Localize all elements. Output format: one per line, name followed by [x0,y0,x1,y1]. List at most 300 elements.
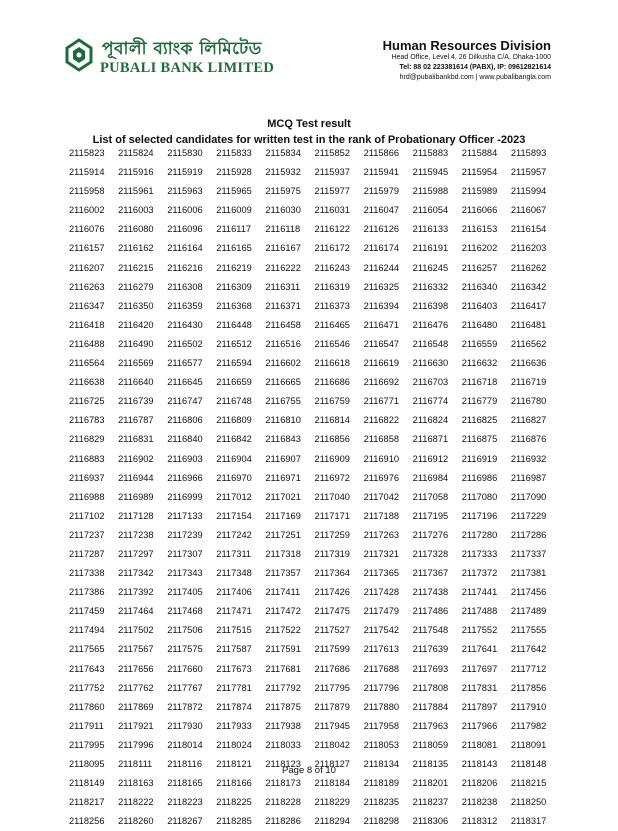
roll-number-cell: 2116692 [363,377,400,388]
roll-number-cell: 2116810 [265,415,301,426]
roll-number-cell: 2117880 [363,701,400,712]
roll-number-cell: 2118222 [118,797,154,808]
roll-number-cell: 2116448 [216,319,252,330]
roll-number-cell: 2116398 [412,300,449,311]
roll-number-cell: 2116342 [510,281,547,292]
roll-number-cell: 2118165 [167,778,203,789]
roll-number-cell: 2116559 [461,338,498,349]
roll-number-cell: 2117762 [118,682,154,693]
roll-number-cell: 2116937 [69,472,105,483]
roll-number-cell: 2117372 [461,568,498,579]
roll-number-cell: 2117128 [118,510,154,521]
document-titles [0,117,618,147]
roll-number-cell: 2116009 [216,205,252,216]
roll-number-cell: 2116971 [265,472,301,483]
table-row [69,297,560,316]
page-subtitle: List of selected candidates for written test in the rank of Probationary Officer -2023 [92,134,526,146]
roll-number-cell: 2118024 [216,739,252,750]
roll-number-cell: 2117656 [118,663,154,674]
roll-number-cell: 2117808 [412,682,449,693]
roll-number-cell: 2118312 [461,816,498,827]
roll-number-cell: 2116944 [118,472,154,483]
roll-number-cell: 2117752 [69,682,105,693]
roll-number-cell: 2116703 [412,377,449,388]
roll-number-cell: 2117386 [69,587,105,598]
roll-number-cell: 2118206 [461,778,498,789]
roll-number-cell: 2116216 [167,262,203,273]
office-phone: Tel: 88 02 223381614 (PABX), IP: 09612821614 [399,64,551,71]
roll-number-cell: 2116117 [216,224,252,235]
table-row [69,316,560,335]
roll-number-cell: 2116602 [265,358,301,369]
roll-number-cell: 2116825 [461,415,498,426]
roll-number-cell: 2118148 [510,759,547,769]
roll-number-cell: 2115834 [265,148,301,158]
roll-number-cell: 2116481 [510,319,547,330]
roll-number-cell: 2116809 [216,415,252,426]
roll-number-cell: 2116480 [461,319,498,330]
roll-number-cell: 2117319 [314,548,350,559]
roll-number-cell: 2117468 [167,606,203,617]
roll-number-cell: 2116202 [461,243,498,254]
roll-number-cell: 2117392 [118,587,154,598]
roll-number-cell: 2117169 [265,510,301,521]
roll-number-cell: 2117471 [216,606,252,617]
roll-number-cell: 2116430 [167,319,203,330]
roll-number-cell: 2116594 [216,358,252,369]
roll-number-cell: 2116919 [461,453,498,464]
roll-number-cell: 2117365 [363,568,400,579]
table-row [69,526,560,545]
roll-number-cell: 2116207 [69,262,105,273]
roll-number-cell: 2116488 [69,338,105,349]
roll-number-cell: 2118229 [314,797,350,808]
roll-number-cell: 2116309 [216,281,252,292]
roll-number-cell: 2116350 [118,300,154,311]
table-row [69,450,560,469]
roll-number-cell: 2117102 [69,510,105,521]
roll-number-cell: 2117565 [69,644,105,655]
roll-number-cell: 2117381 [510,568,547,579]
roll-number-cell: 2116903 [167,453,203,464]
roll-number-cell: 2118134 [363,759,400,769]
roll-number-cell: 2117982 [510,720,547,731]
roll-number-cell: 2118042 [314,739,350,750]
roll-number-cell: 2115823 [69,148,105,158]
roll-number-cell: 2116618 [314,358,350,369]
roll-number-cell: 2115883 [412,148,449,158]
roll-number-cell: 2117348 [216,568,252,579]
roll-number-cell: 2116003 [118,205,154,216]
roll-number-cell: 2116347 [69,300,105,311]
roll-number-cell: 2117879 [314,701,350,712]
roll-number-cell: 2117133 [167,510,203,521]
roll-number-cell: 2117357 [265,568,301,579]
roll-number-cell: 2115979 [363,186,400,197]
roll-number-cell: 2118095 [69,759,105,769]
roll-number-cell: 2117472 [265,606,301,617]
roll-number-cell: 2115928 [216,167,252,178]
roll-number-cell: 2117311 [216,548,252,559]
roll-number-cell: 2117697 [461,663,498,674]
roll-number-cell: 2118149 [69,778,105,789]
table-row [69,430,560,449]
table-row [69,278,560,297]
roll-number-cell: 2116458 [265,319,301,330]
roll-number-cell: 2115830 [167,148,203,158]
roll-number-cell: 2116858 [363,434,400,445]
roll-number-cell: 2117792 [265,682,301,693]
table-row [69,736,560,755]
roll-number-cell: 2117021 [265,491,301,502]
roll-number-cell: 2116118 [265,224,301,235]
roll-number-cell: 2117897 [461,701,498,712]
roll-number-cell: 2115937 [314,167,350,178]
roll-number-cell: 2117767 [167,682,203,693]
roll-number-cell: 2116325 [363,281,400,292]
roll-number-cell: 2116191 [412,243,449,254]
roll-number-cell: 2117548 [412,625,449,636]
roll-number-cell: 2115988 [412,186,449,197]
page-footer: Page 8 of 10 [282,765,336,776]
roll-number-cell: 2117591 [265,644,301,655]
roll-number-cell: 2117613 [363,644,400,655]
roll-number-cell: 2117527 [314,625,350,636]
roll-number-cell: 2116548 [412,338,449,349]
office-contact: hrd@pubalibankbd.com | www.pubalibangla.com [399,74,551,81]
roll-number-cell: 2118123 [265,759,301,769]
roll-number-cell: 2117966 [461,720,498,731]
roll-number-cell: 2117058 [412,491,449,502]
roll-number-cell: 2116640 [118,377,154,388]
table-row [69,335,560,354]
roll-number-cell: 2118033 [265,739,301,750]
roll-number-cell: 2118306 [412,816,449,827]
roll-number-cell: 2116932 [510,453,547,464]
roll-number-cell: 2118294 [314,816,350,827]
roll-number-cell: 2117686 [314,663,350,674]
roll-number-cell: 2117188 [363,510,400,521]
division-title: Human Resources Division [382,38,551,53]
table-row [69,545,560,564]
roll-number-cell: 2118163 [118,778,154,789]
roll-number-cell: 2116986 [461,472,498,483]
roll-number-cell: 2116787 [118,415,154,426]
roll-number-cell: 2117874 [216,701,252,712]
roll-number-cell: 2117575 [167,644,203,655]
roll-number-cell: 2116999 [167,491,203,502]
roll-number-cell: 2116771 [363,396,400,407]
roll-number-cell: 2115963 [167,186,203,197]
roll-number-cell: 2118184 [314,778,350,789]
roll-number-cell: 2116096 [167,224,203,235]
roll-number-cell: 2117515 [216,625,252,636]
roll-number-cell: 2116006 [167,205,203,216]
roll-number-cell: 2117286 [510,529,547,540]
roll-number-cell: 2117012 [216,491,252,502]
roll-number-cell: 2116822 [363,415,400,426]
roll-number-cell: 2116814 [314,415,350,426]
roll-number-cell: 2116371 [265,300,301,311]
roll-number-cell: 2116876 [510,434,547,445]
roll-number-cell: 2116547 [363,338,400,349]
roll-number-cell: 2117781 [216,682,252,693]
table-row [69,583,560,602]
roll-number-cell: 2118298 [363,816,400,827]
roll-number-cell: 2117996 [118,739,154,750]
roll-number-cell: 2117930 [167,720,203,731]
roll-number-cell: 2116403 [461,300,498,311]
roll-number-cell: 2115961 [118,186,154,197]
roll-number-cell: 2116686 [314,377,350,388]
roll-number-cell: 2116219 [216,262,252,273]
roll-number-cell: 2117426 [314,587,350,598]
bank-logo [64,36,275,80]
roll-number-cell: 2117259 [314,529,350,540]
roll-number-cell: 2116373 [314,300,350,311]
roll-number-cell: 2116031 [314,205,350,216]
roll-number-cell: 2115965 [216,186,252,197]
roll-number-cell: 2118053 [363,739,400,750]
roll-number-cell: 2117933 [216,720,252,731]
roll-number-cell: 2116244 [363,262,400,273]
roll-number-cell: 2115833 [216,148,252,158]
roll-number-cell: 2116910 [363,453,400,464]
roll-number-cell: 2117494 [69,625,105,636]
roll-number-cell: 2117872 [167,701,203,712]
roll-number-cell: 2117488 [461,606,498,617]
roll-number-cell: 2116502 [167,338,203,349]
roll-number-cell: 2118116 [167,759,203,769]
roll-number-cell: 2117337 [510,548,547,559]
roll-number-cell: 2117796 [363,682,400,693]
roll-number-cell: 2117459 [69,606,105,617]
roll-number-cell: 2118267 [167,816,203,827]
roll-number-cell: 2115994 [510,186,547,197]
roll-number-cell: 2116831 [118,434,154,445]
table-row [69,774,560,793]
roll-number-cell: 2116718 [461,377,498,388]
roll-number-cell: 2118059 [412,739,449,750]
roll-number-cell: 2118127 [314,759,350,769]
bank-emblem-icon [64,38,94,72]
roll-number-cell: 2117643 [69,663,105,674]
table-row [69,812,560,831]
roll-number-cell: 2117338 [69,568,105,579]
roll-number-cell: 2116067 [510,205,547,216]
table-row [69,507,560,526]
roll-number-cell: 2116465 [314,319,350,330]
roll-number-cell: 2116311 [265,281,301,292]
roll-number-cell: 2117910 [510,701,547,712]
roll-number-cell: 2118189 [363,778,400,789]
roll-number-cell: 2117963 [412,720,449,731]
roll-number-cell: 2116824 [412,415,449,426]
page-title: MCQ Test result [267,118,351,130]
roll-number-cell: 2116319 [314,281,350,292]
roll-number-cell: 2116076 [69,224,105,235]
roll-number-cell: 2117367 [412,568,449,579]
roll-number-cell: 2116774 [412,396,449,407]
roll-number-cell: 2115914 [69,167,105,178]
roll-number-cell: 2117860 [69,701,105,712]
roll-number-cell: 2117599 [314,644,350,655]
roll-number-cell: 2117995 [69,739,105,750]
roll-number-cell: 2117428 [363,587,400,598]
roll-number-cell: 2117307 [167,548,203,559]
roll-number-cell: 2116332 [412,281,449,292]
roll-number-cell: 2117364 [314,568,350,579]
roll-number-cell: 2115945 [412,167,449,178]
roll-number-cell: 2117090 [510,491,547,502]
roll-number-cell: 2116747 [167,396,203,407]
roll-number-cell: 2116883 [69,453,105,464]
roll-number-cell: 2117333 [461,548,498,559]
roll-number-cell: 2116843 [265,434,301,445]
roll-number-cell: 2117869 [118,701,154,712]
table-row [69,698,560,717]
roll-number-cell: 2117639 [412,644,449,655]
roll-number-cell: 2116257 [461,262,498,273]
roll-number-cell: 2116222 [265,262,301,273]
roll-number-cell: 2116167 [265,243,301,254]
roll-number-cell: 2117911 [69,720,104,731]
table-row [69,469,560,488]
roll-number-cell: 2117239 [167,529,203,540]
roll-number-cell: 2117042 [363,491,400,502]
roll-number-cell: 2118135 [412,759,449,769]
roll-number-cell: 2117660 [167,663,203,674]
table-row [69,640,560,659]
roll-number-cell: 2117831 [461,682,498,693]
roll-number-cell: 2116066 [461,205,498,216]
roll-number-cell: 2116987 [510,472,547,483]
table-row [69,679,560,698]
roll-number-cell: 2118166 [216,778,252,789]
roll-number-cell: 2117552 [461,625,498,636]
roll-number-cell: 2115941 [363,167,400,178]
roll-number-cell: 2117464 [118,606,154,617]
roll-number-cell: 2117321 [363,548,400,559]
roll-number-cell: 2118217 [69,797,105,808]
roll-number-cell: 2115884 [461,148,498,158]
roll-number-cell: 2118256 [69,816,105,827]
roll-number-cell: 2118286 [265,816,301,827]
roll-number-cell: 2116719 [510,377,547,388]
roll-number-cell: 2116394 [363,300,400,311]
roll-number-cell: 2116262 [510,262,547,273]
roll-number-cell: 2116546 [314,338,350,349]
roll-number-cell: 2115989 [461,186,498,197]
roll-number-cell: 2117587 [216,644,252,655]
table-row [69,239,560,258]
roll-number-cell: 2116562 [510,338,547,349]
roll-number-cell: 2117475 [314,606,350,617]
roll-number-cell: 2116806 [167,415,203,426]
table-row [69,793,560,812]
roll-number-cell: 2117921 [118,720,154,731]
roll-number-cell: 2115893 [510,148,547,158]
roll-number-cell: 2116912 [412,453,449,464]
roll-number-cell: 2116871 [412,434,449,445]
roll-number-cell: 2117641 [461,644,498,655]
roll-number-cell: 2116164 [167,243,203,254]
roll-number-cell: 2117251 [265,529,301,540]
roll-number-cell: 2116902 [118,453,154,464]
roll-number-cell: 2118143 [461,759,498,769]
roll-number-cell: 2118223 [167,797,203,808]
roll-number-cell: 2117405 [167,587,203,598]
roll-number-cell: 2115975 [265,186,301,197]
roll-number-cell: 2117642 [510,644,547,655]
table-row [69,182,560,201]
roll-number-cell: 2116972 [314,472,350,483]
roll-number-cell: 2115916 [118,167,154,178]
roll-number-cell: 2117681 [265,663,301,674]
table-row [69,373,560,392]
roll-number-cell: 2116984 [412,472,449,483]
roll-number-cell: 2116638 [69,377,105,388]
roll-number-cell: 2117242 [216,529,252,540]
roll-number-cell: 2116856 [314,434,350,445]
roll-number-cell: 2116783 [69,415,105,426]
roll-number-cell: 2116126 [363,224,400,235]
table-row [69,163,560,182]
roll-number-cell: 2116966 [167,472,203,483]
roll-number-cell: 2115866 [363,148,400,158]
roll-number-cell: 2117406 [216,587,252,598]
roll-number-cell: 2116619 [363,358,400,369]
roll-number-cell: 2118201 [412,778,449,789]
roll-number-cell: 2117712 [510,663,547,674]
roll-number-cell: 2117040 [314,491,350,502]
roll-number-cell: 2118121 [216,759,252,769]
roll-number-cell: 2117795 [314,682,350,693]
roll-number-cell: 2116739 [118,396,154,407]
roll-number-cell: 2118081 [461,739,498,750]
table-row [69,354,560,373]
roll-number-cell: 2115852 [314,148,350,158]
roll-number-cell: 2116133 [412,224,449,235]
roll-number-cell: 2116904 [216,453,252,464]
roll-number-cell: 2117945 [314,720,350,731]
roll-number-table [69,144,560,831]
roll-number-cell: 2117343 [167,568,203,579]
roll-number-cell: 2117280 [461,529,498,540]
roll-number-cell: 2116516 [265,338,301,349]
roll-number-cell: 2116564 [69,358,105,369]
roll-number-cell: 2116659 [216,377,252,388]
roll-number-cell: 2116172 [314,243,350,254]
roll-number-cell: 2116569 [118,358,154,369]
roll-number-cell: 2116725 [69,396,105,407]
table-row [69,602,560,621]
roll-number-cell: 2116157 [69,243,105,254]
roll-number-cell: 2116632 [461,358,498,369]
roll-number-cell: 2116243 [314,262,350,273]
roll-number-cell: 2116420 [118,319,154,330]
roll-number-cell: 2117154 [216,510,252,521]
roll-number-cell: 2117673 [216,663,252,674]
roll-number-cell: 2116047 [363,205,400,216]
roll-number-cell: 2116471 [363,319,400,330]
roll-number-cell: 2116780 [510,396,547,407]
division-header [383,38,551,83]
roll-number-cell: 2117196 [461,510,498,521]
table-row [69,660,560,679]
roll-number-cell: 2117276 [412,529,449,540]
table-row [69,564,560,583]
